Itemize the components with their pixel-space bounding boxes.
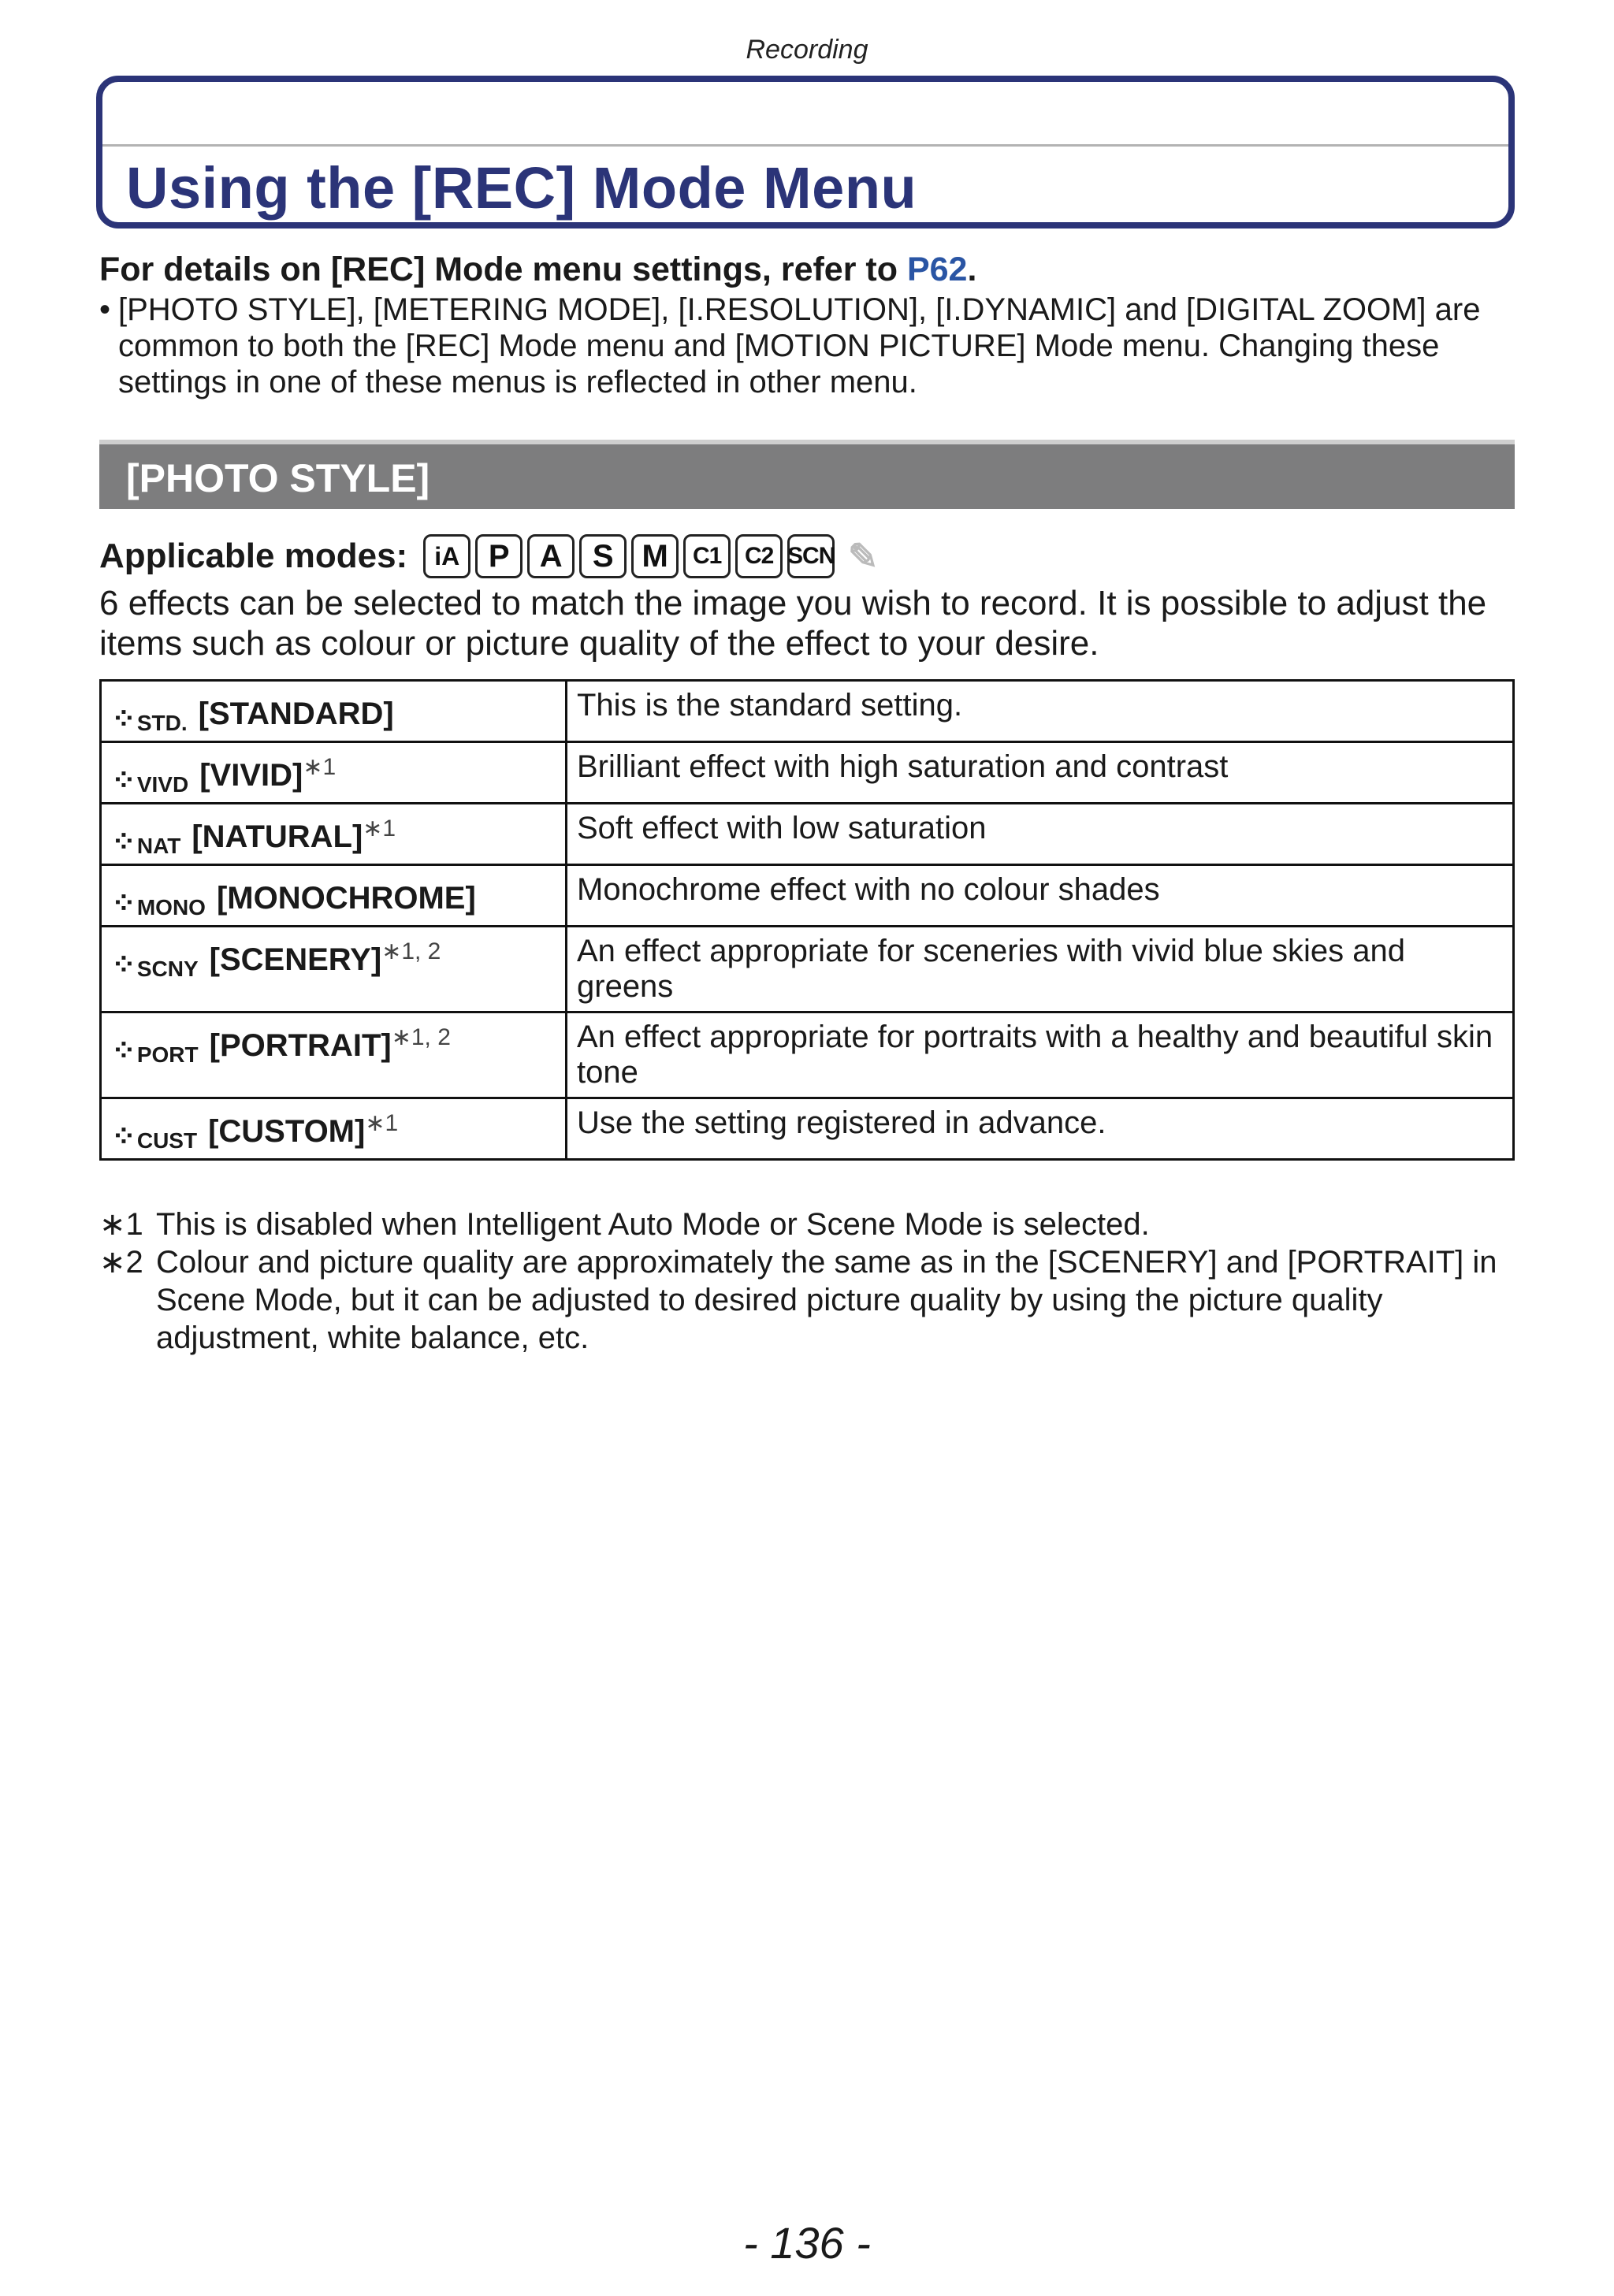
photo-style-icon: ⁘ CUST — [111, 1120, 198, 1154]
intro-text: 6 effects can be selected to match the image you wish to record. It is possible to adjust the items such as colour or picture quality of the effect to your desire. — [99, 584, 1487, 663]
style-name-cell — [101, 1012, 567, 1098]
style-name: [CUSTOM] — [208, 1114, 366, 1149]
style-name: [VIVID] — [199, 758, 303, 793]
footnote — [99, 1243, 1518, 1357]
photo-style-table — [99, 679, 1515, 1161]
section-heading-bar — [99, 440, 1515, 509]
style-footnote-ref: ∗1, 2 — [391, 1024, 451, 1050]
style-name: [NATURAL] — [192, 819, 363, 854]
style-name: [SCENERY] — [209, 942, 382, 977]
section-heading: [PHOTO STYLE] — [126, 456, 430, 500]
details-line — [99, 251, 1518, 289]
photo-style-icon: ⁘ VIVD — [111, 764, 189, 797]
table-row — [101, 865, 1514, 927]
footnote — [99, 1206, 1518, 1243]
footnote-mark: ∗1 — [99, 1207, 143, 1242]
style-name-cell — [101, 742, 567, 804]
style-footnote-ref: ∗1, 2 — [381, 938, 441, 964]
c1-mode-icon: C1 — [683, 534, 731, 578]
style-name-cell — [101, 1098, 567, 1160]
footnote-mark: ∗2 — [99, 1245, 143, 1280]
photo-style-icon: ⁘ STD. — [111, 703, 188, 736]
section-header: Recording — [746, 35, 868, 65]
photo-style-icon: ⁘ NAT — [111, 826, 181, 859]
footnote-text: This is disabled when Intelligent Auto Mode or Scene Mode is selected. — [156, 1207, 1150, 1242]
footnote-text: Colour and picture quality are approximately the same as in the [SCENERY] and [PORTRAIT] in Scene Mode, but it can be adjusted to desired picture quality by using the picture quality adjustment, white balance, etc. — [156, 1245, 1497, 1355]
table-row — [101, 804, 1514, 865]
page-link[interactable]: P62 — [906, 251, 968, 288]
style-description: An effect appropriate for portraits with a healthy and beautiful skin tone — [567, 1012, 1514, 1098]
style-description: An effect appropriate for sceneries with vivid blue skies and greens — [567, 927, 1514, 1012]
details-suffix: . — [967, 251, 977, 288]
ia-mode-icon: iA — [423, 534, 470, 578]
m-mode-icon: M — [631, 534, 679, 578]
style-name-cell — [101, 865, 567, 927]
bullet-icon: • — [99, 292, 111, 327]
style-description: Soft effect with low saturation — [567, 804, 1514, 865]
style-name: [MONOCHROME] — [216, 881, 476, 916]
c2-mode-icon: C2 — [735, 534, 783, 578]
style-description: Monochrome effect with no colour shades — [567, 865, 1514, 927]
style-name-cell — [101, 804, 567, 865]
photo-style-icon: ⁘ MONO — [111, 887, 206, 920]
a-mode-icon: A — [527, 534, 575, 578]
creative-mode-icon: ✎ — [847, 536, 879, 577]
style-description: Use the setting registered in advance. — [567, 1098, 1514, 1160]
page-title: Using the [REC] Mode Menu — [126, 155, 917, 221]
style-footnote-ref: ∗1 — [303, 754, 337, 780]
title-box — [96, 76, 1515, 228]
style-footnote-ref: ∗1 — [363, 815, 396, 841]
photo-style-icon: ⁘ SCNY — [111, 949, 199, 982]
p-mode-icon: P — [475, 534, 523, 578]
style-name-cell — [101, 927, 567, 1012]
footnotes — [99, 1206, 1518, 1357]
page-number: - 136 - — [743, 2218, 871, 2268]
scn-mode-icon: SCN — [787, 534, 835, 578]
style-name-cell — [101, 681, 567, 742]
details-text: For details on [REC] Mode menu settings, refer to — [99, 251, 907, 288]
applicable-modes — [99, 533, 887, 580]
style-description: This is the standard setting. — [567, 681, 1514, 742]
style-footnote-ref: ∗1 — [365, 1110, 399, 1136]
table-row — [101, 681, 1514, 742]
style-description: Brilliant effect with high saturation and contrast — [567, 742, 1514, 804]
note-text: [PHOTO STYLE], [METERING MODE], [I.RESOLUTION], [I.DYNAMIC] and [DIGITAL ZOOM] are common to both the [REC] Mode menu and [MOTION PICTURE] Mode menu. Changing these settings in one of these menus is reflected in other menu. — [118, 292, 1481, 399]
style-name: [STANDARD] — [198, 697, 394, 731]
table-row — [101, 927, 1514, 1012]
table-row — [101, 1012, 1514, 1098]
title-divider — [102, 144, 1508, 147]
table-row — [101, 742, 1514, 804]
s-mode-icon: S — [579, 534, 627, 578]
style-name: [PORTRAIT] — [209, 1028, 392, 1063]
photo-style-icon: ⁘ PORT — [111, 1035, 199, 1068]
common-settings-note — [99, 292, 1518, 400]
applicable-modes-label: Applicable modes: — [99, 537, 408, 575]
table-row — [101, 1098, 1514, 1160]
